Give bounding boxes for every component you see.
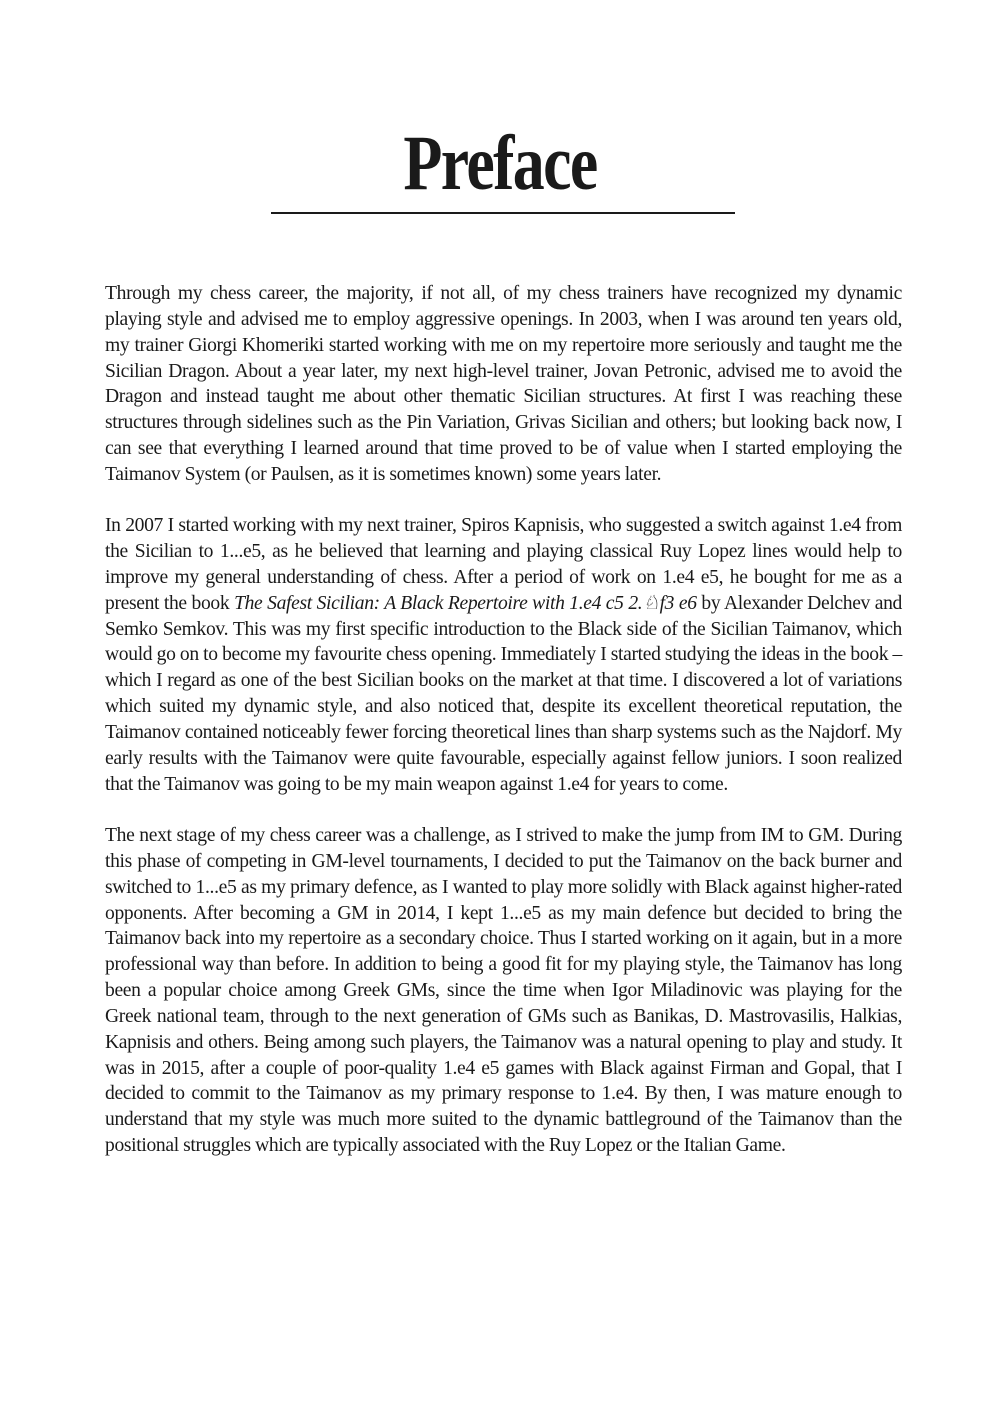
paragraph-2-text-after: by Alexander Delchev and Semko Semkov. This was my first specific introduction to the Black side of the Sicilian Taimanov, which would go on to become my favourite chess opening. Immediately I started studying the ideas in the book – which I regard as one of the best Sicilian books on the market at that time. I discovered a lot of variations which suited my dynamic style, and also noticed that, despite its excellent theoretical reputation, the Taimanov contained noticeably fewer forcing theoretical lines than sharp systems such as the Najdorf. My early results with the Taimanov were quite favourable, especially against fellow juniors. I soon realized that the Taimanov was going to be my main weapon against 1.e4 for years to come. xyxy=(105,592,902,795)
paragraph-3: The next stage of my chess career was a challenge, as I strived to make the jump from IM to GM. During this phase of competing in GM-level tournaments, I decided to put the Taimanov on the back burner and switched to 1...e5 as my primary defence, as I wanted to play more solidly with Black against higher-rated opponents. After becoming a GM in 2014, I kept 1...e5 as my main defence but decided to bring the Taimanov back into my repertoire as a secondary choice. Thus I started working on it again, but in a more professional way than before. In addition to being a good fit for my playing style, the Taimanov has long been a popular choice among Greek GMs, since the time when Igor Miladinovic was playing for the Greek national team, through to the next generation of GMs such as Banikas, D. Mastrovasilis, Halkias, Kapnisis and others. Being among such players, the Taimanov was a natural opening to play and study. It was in 2015, after a couple of poor-quality 1.e4 e5 games with Black against Firman and Gopal, that I decided to commit to the Taimanov as my primary response to 1.e4. By then, I was mature enough to understand that my style was much more suited to the dynamic battleground of the Taimanov than the positional struggles which are typically associated with the Ruy Lopez or the Italian Game. xyxy=(105,825,902,1157)
page-title: Preface xyxy=(403,119,597,206)
paragraph-2 xyxy=(105,513,902,797)
title-underline xyxy=(271,212,735,214)
paragraph-2-text-before: In 2007 I started working with my next trainer, Spiros Kapnisis, who suggested a switch against 1.e4 from the Sicilian to 1...e5, as he believed that learning and playing classical Ruy Lopez lines would help to improve my general understanding of chess. After a period of work on 1.e4 e5, he bought for me as a present the book xyxy=(105,515,902,614)
book-title: The Safest Sicilian: A Black Repertoire with 1.e4 c5 2.♘f3 e6 xyxy=(234,592,697,614)
paragraph-1: Through my chess career, the majority, if not all, of my chess trainers have recognized my dynamic playing style and advised me to employ aggressive openings. In 2003, when I was around ten years old, my trainer Giorgi Khomeriki started working with me on my repertoire more seriously and taught me the Sicilian Dragon. About a year later, my next high-level trainer, Jovan Petronic, advised me to avoid the Dragon and instead taught me about other thematic Sicilian structures. At first I was reaching these structures through sidelines such as the Pin Variation, Grivas Sicilian and others; but looking back now, I can see that everything I learned around that time proved to be of value when I started employing the Taimanov System (or Paulsen, as it is sometimes known) some years later. xyxy=(105,283,902,485)
preface-body xyxy=(105,281,902,1185)
